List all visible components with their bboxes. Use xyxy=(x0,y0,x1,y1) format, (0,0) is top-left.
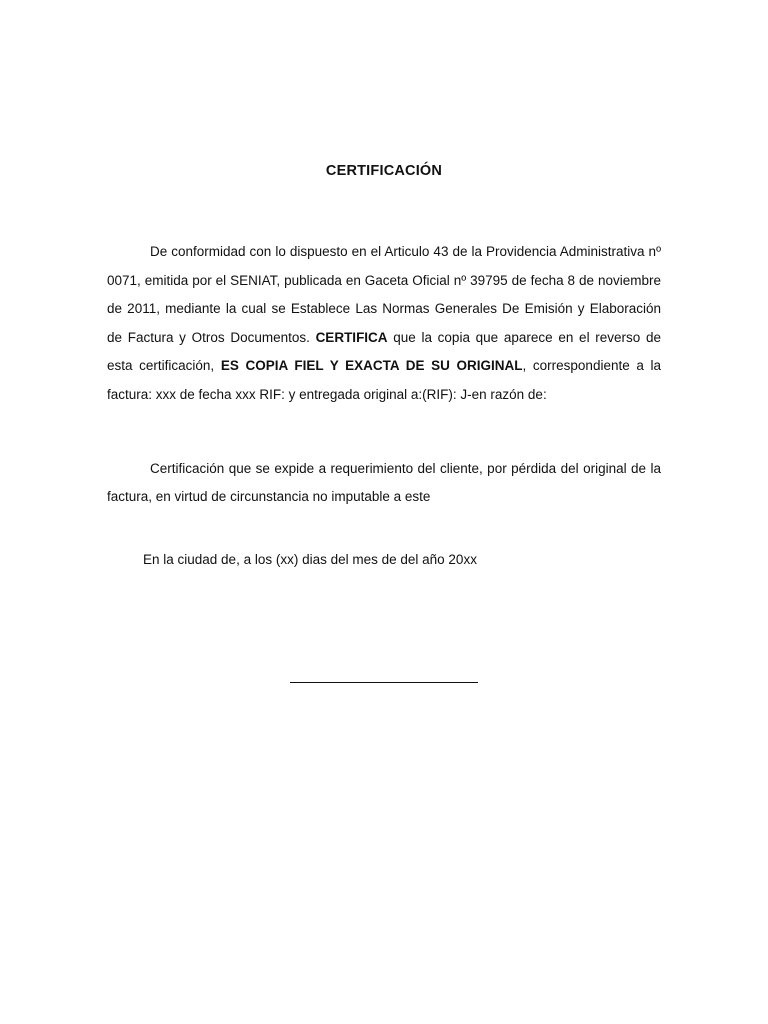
certification-paragraph xyxy=(107,238,661,410)
copia-fiel-bold-text: ES COPIA FIEL Y EXACTA DE SU ORIGINAL xyxy=(220,358,523,374)
paragraph-text-part2: que la copia que aparece en el reverso de esta certificación, xyxy=(107,329,661,374)
document-title: CERTIFICACIÓN xyxy=(325,163,443,179)
paragraph-text-part3: , correspondiente a la factura: xxx de fecha xxx RIF: y entregada original a:(RIF): J-en razón de: xyxy=(107,358,662,402)
signature-line xyxy=(290,682,478,683)
request-paragraph: Certificación que se expide a requerimiento del cliente, por pérdida del original de la factura, en virtud de circunstancia no imputable a este xyxy=(107,461,661,504)
certifica-bold-text: CERTIFICA xyxy=(315,329,388,345)
date-place-line: En la ciudad de, a los (xx) dias del mes de del año 20xx xyxy=(143,552,477,567)
paragraph-text-part1: De conformidad con lo dispuesto en el Articulo 43 de la Providencia Administrativa nº 0071, emitida por el SENIAT, publicada en Gaceta Oficial nº 39795 de fecha 8 de noviembre de 2011, mediante la cual se Establece Las Normas Generales De Emisión y Elaboración de Factura y Otros Documentos. xyxy=(107,244,661,345)
